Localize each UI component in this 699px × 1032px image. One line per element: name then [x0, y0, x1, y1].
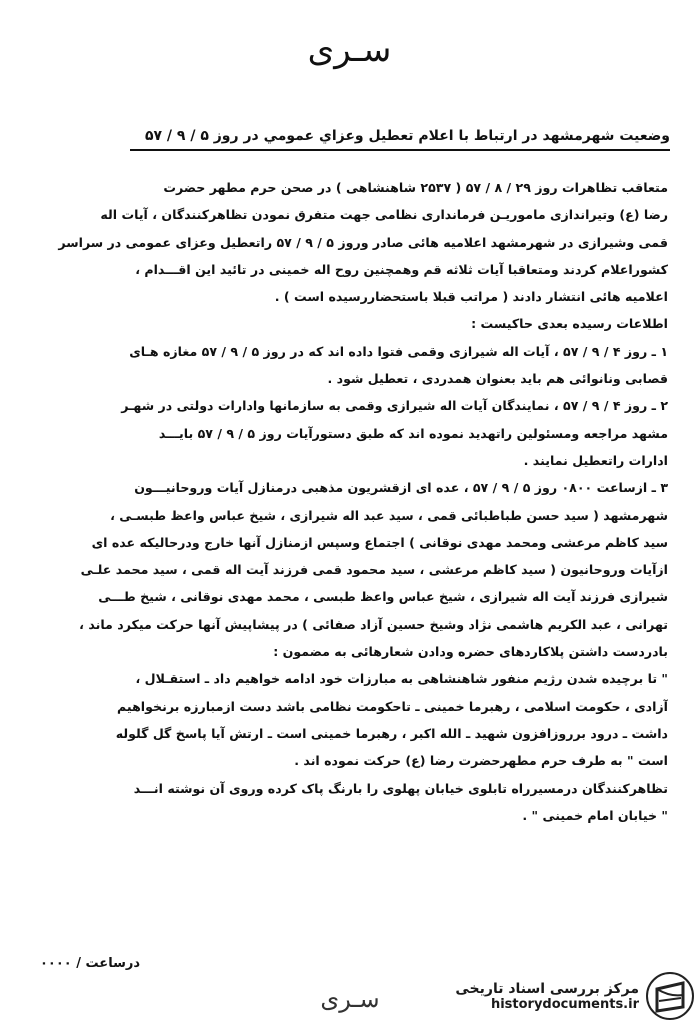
body-line: تهرانی ، عبد الکریم هاشمی نژاد وشیخ حسین آزاد صفائی ) در پیشاپیش آنها حرکت میکرد ماند ،	[79, 616, 668, 632]
classification-stamp-top: سـرى	[307, 30, 392, 70]
body-line: بادردست داشتن پلاکاردهای حضره ودادن شعارهائی به مضمون :	[273, 644, 668, 660]
classification-stamp-bottom: سـرى	[320, 985, 380, 1013]
body-line: " خیابان امام خمینی " .	[522, 807, 668, 823]
time-note: درساعت / ۰۰۰۰	[40, 956, 141, 971]
body-line: سید کاظم مرعشی ومحمد مهدی نوقانی ) اجتماع وسپس ازمنازل آنها خارج ودرحالیکه عده ای	[91, 534, 668, 550]
body-line: " تا برچیده شدن رژیم منفور شاهنشاهی به مبارزات خود ادامه خواهیم داد ـ استقـلال ،	[135, 671, 668, 687]
body-line: ادارات راتعطیل نمایند .	[523, 452, 668, 468]
body-line: اطلاعات رسیده بعدی حاکیست :	[471, 316, 668, 332]
body-line: متعاقب تظاهرات روز ۲۹ / ۸ / ۵۷ ( ۲۵۳۷ شاهنشاهی ) در صحن حرم مطهر حضرت	[163, 180, 668, 195]
body-line: قمی وشیرازی در شهرمشهد اعلامیه هائی صادر وروز ۵ / ۹ / ۵۷ راتعطیل وعزای عمومی در سراسر	[58, 234, 668, 250]
watermark-url: historydocuments.ir	[490, 996, 639, 1012]
body-line: است " به طرف حرم مطهرحضرت رضا (ع) حرکت نموده اند .	[294, 753, 668, 769]
body-line: ۲ ـ روز ۴ / ۹ / ۵۷ ، نمایندگان آیات اله شیرازی وقمی به سازمانها وادارات دولتی در شهـر	[121, 398, 668, 414]
body-line: رضا (ع) وتیراندازی ماموریـن فرمانداری نظامی جهت متفرق نمودن تظاهرکنندگان ، آیات اله	[100, 207, 668, 223]
body-line: آزادی ، حکومت اسلامی ، رهبرما خمینی ـ تاحکومت نظامی باشد دست ازمبارزه برنخواهیم	[117, 698, 668, 714]
body-line: شیرازی فرزند آیت اله شیرازی ، شیخ عباس واعظ طبسی ، محمد مهدی نوقانی ، شیخ طـــی	[98, 589, 668, 605]
document-title: وضعيت شهرمشهد در ارتباط با اعلام تعطيل وعزاي عمومي در روز ۵ / ۹ / ۵۷	[130, 128, 670, 151]
body-line: ازآیات وروحانیون ( سید کاظم مرعشی ، سید محمود قمی فرزند آیت اله قمی ، سید محمد علـی	[80, 562, 668, 578]
archive-logo-icon	[645, 971, 695, 1021]
body-line: تظاهرکنندگان درمسیرراه تابلوی خیابان پهلوی را بارنگ پاک کرده وروی آن نوشته انـــد	[133, 780, 668, 796]
body-line: اعلامیه هائی انتشار دادند ( مراتب قبلا باستحضاررسیده است ) .	[274, 289, 668, 305]
watermark-text	[455, 981, 639, 1012]
body-line: کشوراعلام کردند ومتعاقبا آیات ثلاثه قم وهمچنین روح اله خمینی در تائید این اقـــدام ،	[135, 261, 668, 277]
body-line: شهرمشهد ( سید حسن طباطبائی قمی ، سید عبد اله شیرازی ، شیخ عباس واعظ طبسـی ،	[110, 507, 668, 523]
document-body	[48, 174, 668, 829]
archive-watermark	[455, 965, 695, 1027]
watermark-org: مرکز بررسی اسناد تاریخی	[455, 980, 639, 997]
body-line: قصابی ونانوائی هم باید بعنوان همدردی ، تعطیل شود .	[327, 371, 668, 387]
body-line: داشت ـ درود برروزافزون شهید ـ الله اکبر ، رهبرما خمینی است ـ ارتش آیا پاسخ گل گلوله	[115, 725, 668, 741]
body-line: مشهد مراجعه ومسئولین راتهدید نموده اند که طبق دستورآیات روز ۵ / ۹ / ۵۷ بایـــد	[158, 425, 668, 441]
body-line: ۱ ـ روز ۴ / ۹ / ۵۷ ، آیات اله شیرازی وقمی فتوا داده اند که در روز ۵ / ۹ / ۵۷ مغازه هـای	[129, 343, 668, 359]
body-line: ۳ ـ ازساعت ۰۸۰۰ روز ۵ / ۹ / ۵۷ ، عده ای ازقشریون مذهبی درمنازل آیات وروحانیـــون	[134, 480, 668, 496]
